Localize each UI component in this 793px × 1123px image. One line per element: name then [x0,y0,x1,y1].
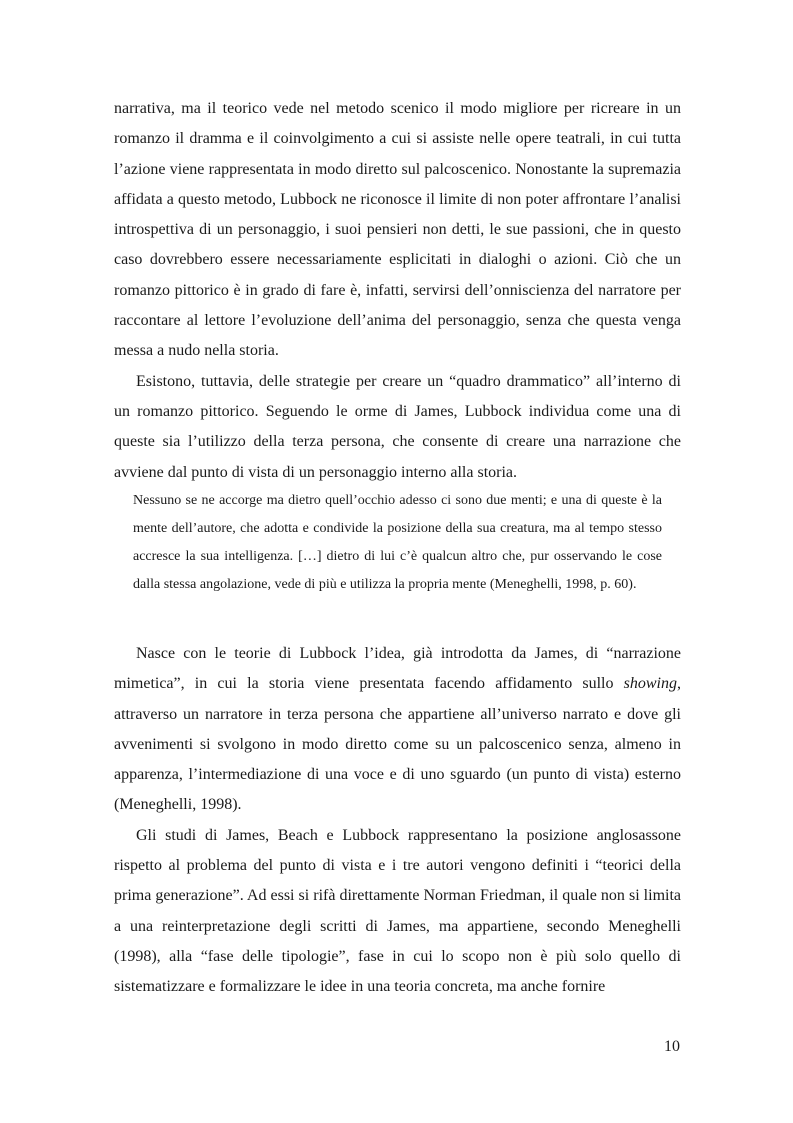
body-text-bottom [114,639,681,1003]
showing-emphasis: showing [623,675,677,693]
paragraph-first-generation: Gli studi di James, Beach e Lubbock rappresentano la posizione anglosassone rispetto al problema del punto di vista e i tre autori vengono definiti i “teorici della prima generazione”. Ad essi si rifà direttamente Norman Friedman, il quale non si limita a una reinterpretazione degli scritti di James, ma appartiene, secondo Meneghelli (1998), alla “fase delle tipologie”, fase in cui lo scopo non è più solo quello di sistematizzare e formalizzare le idee in una teoria concreta, ma anche fornire [114,826,681,996]
block-quote-text: Nessuno se ne accorge ma dietro quell’occhio adesso ci sono due menti; e una di queste è la mente dell’autore, che adotta e condivide la posizione della sua creatura, ma al tempo stesso accresce la sua intelligenza. […] dietro di lui c’è qualcun altro che, pur osservando le cose dalla stessa angolazione, vede di più e utilizza la propria mente (Meneghelli, 1998, p. 60). [133,493,662,592]
page-number: 10 [664,1038,680,1055]
block-quote [133,487,662,599]
body-text-top [114,94,681,488]
paragraph-dramatic-picture: Esistono, tuttavia, delle strategie per creare un “quadro drammatico” all’interno di un romanzo pittorico. Seguendo le orme di James, Lubbock individua come una di queste sia l’utilizzo della terza persona, che consente di creare una narrazione che avviene dal punto di vista di un personaggio interno alla storia. [114,372,681,481]
paragraph-scenic-method: narrativa, ma il teorico vede nel metodo scenico il modo migliore per ricreare in un romanzo il dramma e il coinvolgimento a cui si assiste nelle opere teatrali, in cui tutta l’azione viene rappresentata in modo diretto sul palcoscenico. Nonostante la supremazia affidata a questo metodo, Lubbock ne riconosce il limite di non poter affrontare l’analisi introspettiva di un personaggio, i suoi pensieri non detti, le sue passioni, che in questo caso dovrebbero essere necessariamente esplicitati in dialoghi o azioni. Ciò che un romanzo pittorico è in grado di fare è, infatti, servirsi dell’onniscienza del narratore per raccontare al lettore l’evoluzione dell’anima del personaggio, senza che questa venga messa a nudo nella storia. [114,100,681,360]
paragraph-mimetic-before: Nasce con le teorie di Lubbock l’idea, già introdotta da James, di “narrazione mimetica”, in cui la storia viene presentata facendo affidamento sullo [114,645,681,693]
paragraph-mimetic-after: , attraverso un narratore in terza persona che appartiene all’universo narrato e dove gli avvenimenti si svolgono in modo diretto come su un palcoscenico senza, almeno in apparenza, l’intermediazione di una voce e di uno sguardo (un punto di vista) esterno (Meneghelli, 1998). [114,675,681,814]
paragraph-mimetic-narration [114,639,681,821]
